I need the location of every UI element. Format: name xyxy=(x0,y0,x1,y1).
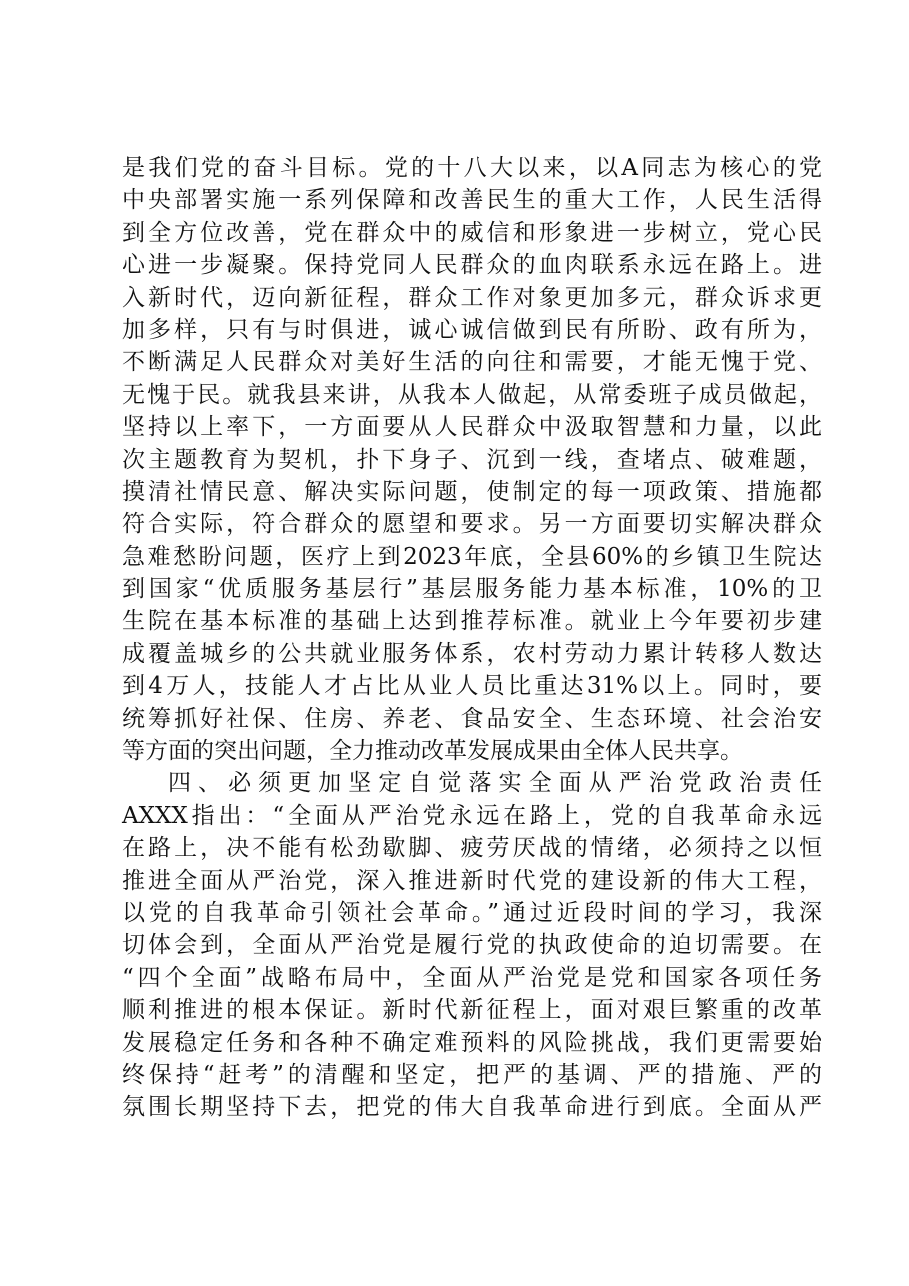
text-line: 入新时代，迈向新征程，群众工作对象更加多元，群众诉求更 xyxy=(122,284,822,311)
text-line: 摸清社情民意、解决实际问题，使制定的每一项政策、措施都 xyxy=(122,478,822,505)
text-line: 到全方位改善，党在群众中的威信和形象进一步树立，党心民 xyxy=(122,219,822,246)
text-line: 中央部署实施一系列保障和改善民生的重大工作，人民生活得 xyxy=(122,187,822,214)
body-text xyxy=(122,152,822,1124)
section-heading: 四、必须更加坚定自觉落实全面从严治党政治责任 xyxy=(168,770,822,797)
text-line: 心进一步凝聚。保持党同人民群众的血肉联系永远在路上。进 xyxy=(122,252,822,279)
text-line: 加多样，只有与时俱进，诚心诚信做到民有所盼、政有所为， xyxy=(122,316,822,343)
text-line: 无愧于民。就我县来讲，从我本人做起，从常委班子成员做起， xyxy=(122,381,822,408)
text-line: “四个全面”战略布局中，全面从严治党是党和国家各项任务 xyxy=(122,964,822,991)
text-line: 次主题教育为契机，扑下身子、沉到一线，查堵点、破难题， xyxy=(122,446,822,473)
text-line: 急难愁盼问题，医疗上到2023年底，全县60%的乡镇卫生院达 xyxy=(122,543,822,570)
text-line: 坚持以上率下，一方面要从人民群众中汲取智慧和力量，以此 xyxy=(122,414,822,441)
text-line: 在路上，决不能有松劲歇脚、疲劳厌战的情绪，必须持之以恒 xyxy=(122,835,822,862)
text-line: 成覆盖城乡的公共就业服务体系，农村劳动力累计转移人数达 xyxy=(122,640,822,667)
text-line: 以党的自我革命引领社会革命。”通过近段时间的学习，我深 xyxy=(122,899,822,926)
text-line: 发展稳定任务和各种不确定难预料的风险挑战，我们更需要始 xyxy=(122,1029,822,1056)
text-line: 推进全面从严治党，深入推进新时代党的建设新的伟大工程， xyxy=(122,867,822,894)
text-line: AXXX指出：“全面从严治党永远在路上，党的自我革命永远 xyxy=(122,802,822,829)
text-line: 顺利推进的根本保证。新时代新征程上，面对艰巨繁重的改革 xyxy=(122,997,822,1024)
text-line: 统筹抓好社保、住房、养老、食品安全、生态环境、社会治安 xyxy=(122,705,822,732)
text-line: 等方面的突出问题，全力推动改革发展成果由全体人民共享。 xyxy=(122,738,743,765)
text-line: 是我们党的奋斗目标。党的十八大以来，以A同志为核心的党 xyxy=(122,155,822,181)
text-line: 切体会到，全面从严治党是履行党的执政使命的迫切需要。在 xyxy=(122,932,822,959)
text-line: 终保持“赶考”的清醒和坚定，把严的基调、严的措施、严的 xyxy=(122,1061,822,1088)
text-line: 生院在基本标准的基础上达到推荐标准。就业上今年要初步建 xyxy=(122,608,822,635)
text-line: 氛围长期坚持下去，把党的伟大自我革命进行到底。全面从严 xyxy=(122,1094,822,1121)
text-line: 到国家“优质服务基层行”基层服务能力基本标准，10%的卫 xyxy=(122,576,822,603)
text-line: 不断满足人民群众对美好生活的向往和需要，才能无愧于党、 xyxy=(122,349,822,376)
text-line: 到4万人，技能人才占比从业人员比重达31%以上。同时，要 xyxy=(122,673,822,700)
text-line: 符合实际，符合群众的愿望和要求。另一方面要切实解决群众 xyxy=(122,511,822,538)
